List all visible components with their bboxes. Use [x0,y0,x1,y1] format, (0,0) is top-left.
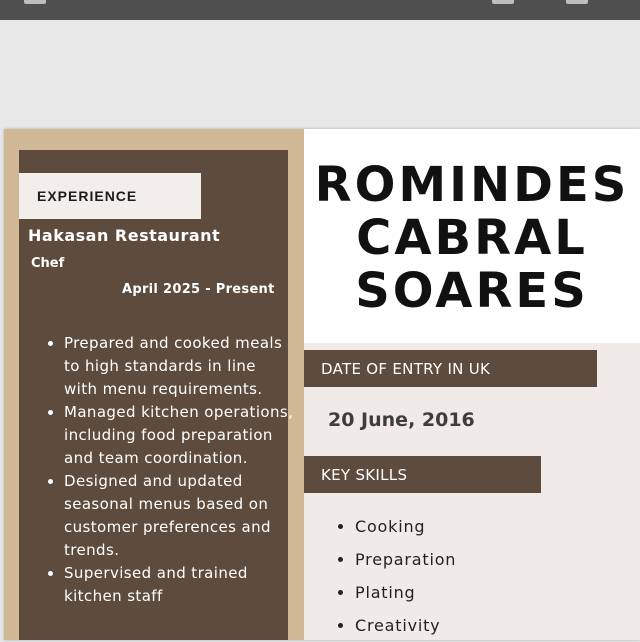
name-line-1: ROMINDES [314,157,630,213]
name-line-2: CABRAL [356,210,588,266]
duty-item: • Managed kitchen operations, including food preparation and team coordination. [64,401,294,470]
menu-icon[interactable] [492,0,514,4]
name-line-3: SOARES [355,263,589,319]
chevron-left-icon[interactable] [24,0,46,4]
entry-date-heading: DATE OF ENTRY IN UK [304,350,597,387]
resume-page [4,129,640,640]
skills-list [337,510,456,642]
experience-heading: EXPERIENCE [19,173,201,219]
duties-list [46,332,294,608]
skill-item: • Plating [355,576,456,609]
skill-item: • Creativity [355,609,456,642]
name-header [304,129,640,343]
key-skills-heading: KEY SKILLS [304,456,541,493]
skill-item: • Cooking [355,510,456,543]
employment-period: April 2025 - Present [122,282,275,297]
duty-item: • Prepared and cooked meals to high standards in line with menu requirements. [64,332,294,401]
duty-item: • Supervised and trained kitchen staff [64,562,294,608]
top-toolbar [0,0,640,20]
employer-name: Hakasan Restaurant [28,226,221,245]
duty-item: • Designed and updated seasonal menus based on customer preferences and trends. [64,470,294,562]
skill-item: • Preparation [355,543,456,576]
share-icon[interactable] [566,0,588,4]
entry-date-value: 20 June, 2016 [328,409,475,431]
job-title: Chef [31,256,65,271]
